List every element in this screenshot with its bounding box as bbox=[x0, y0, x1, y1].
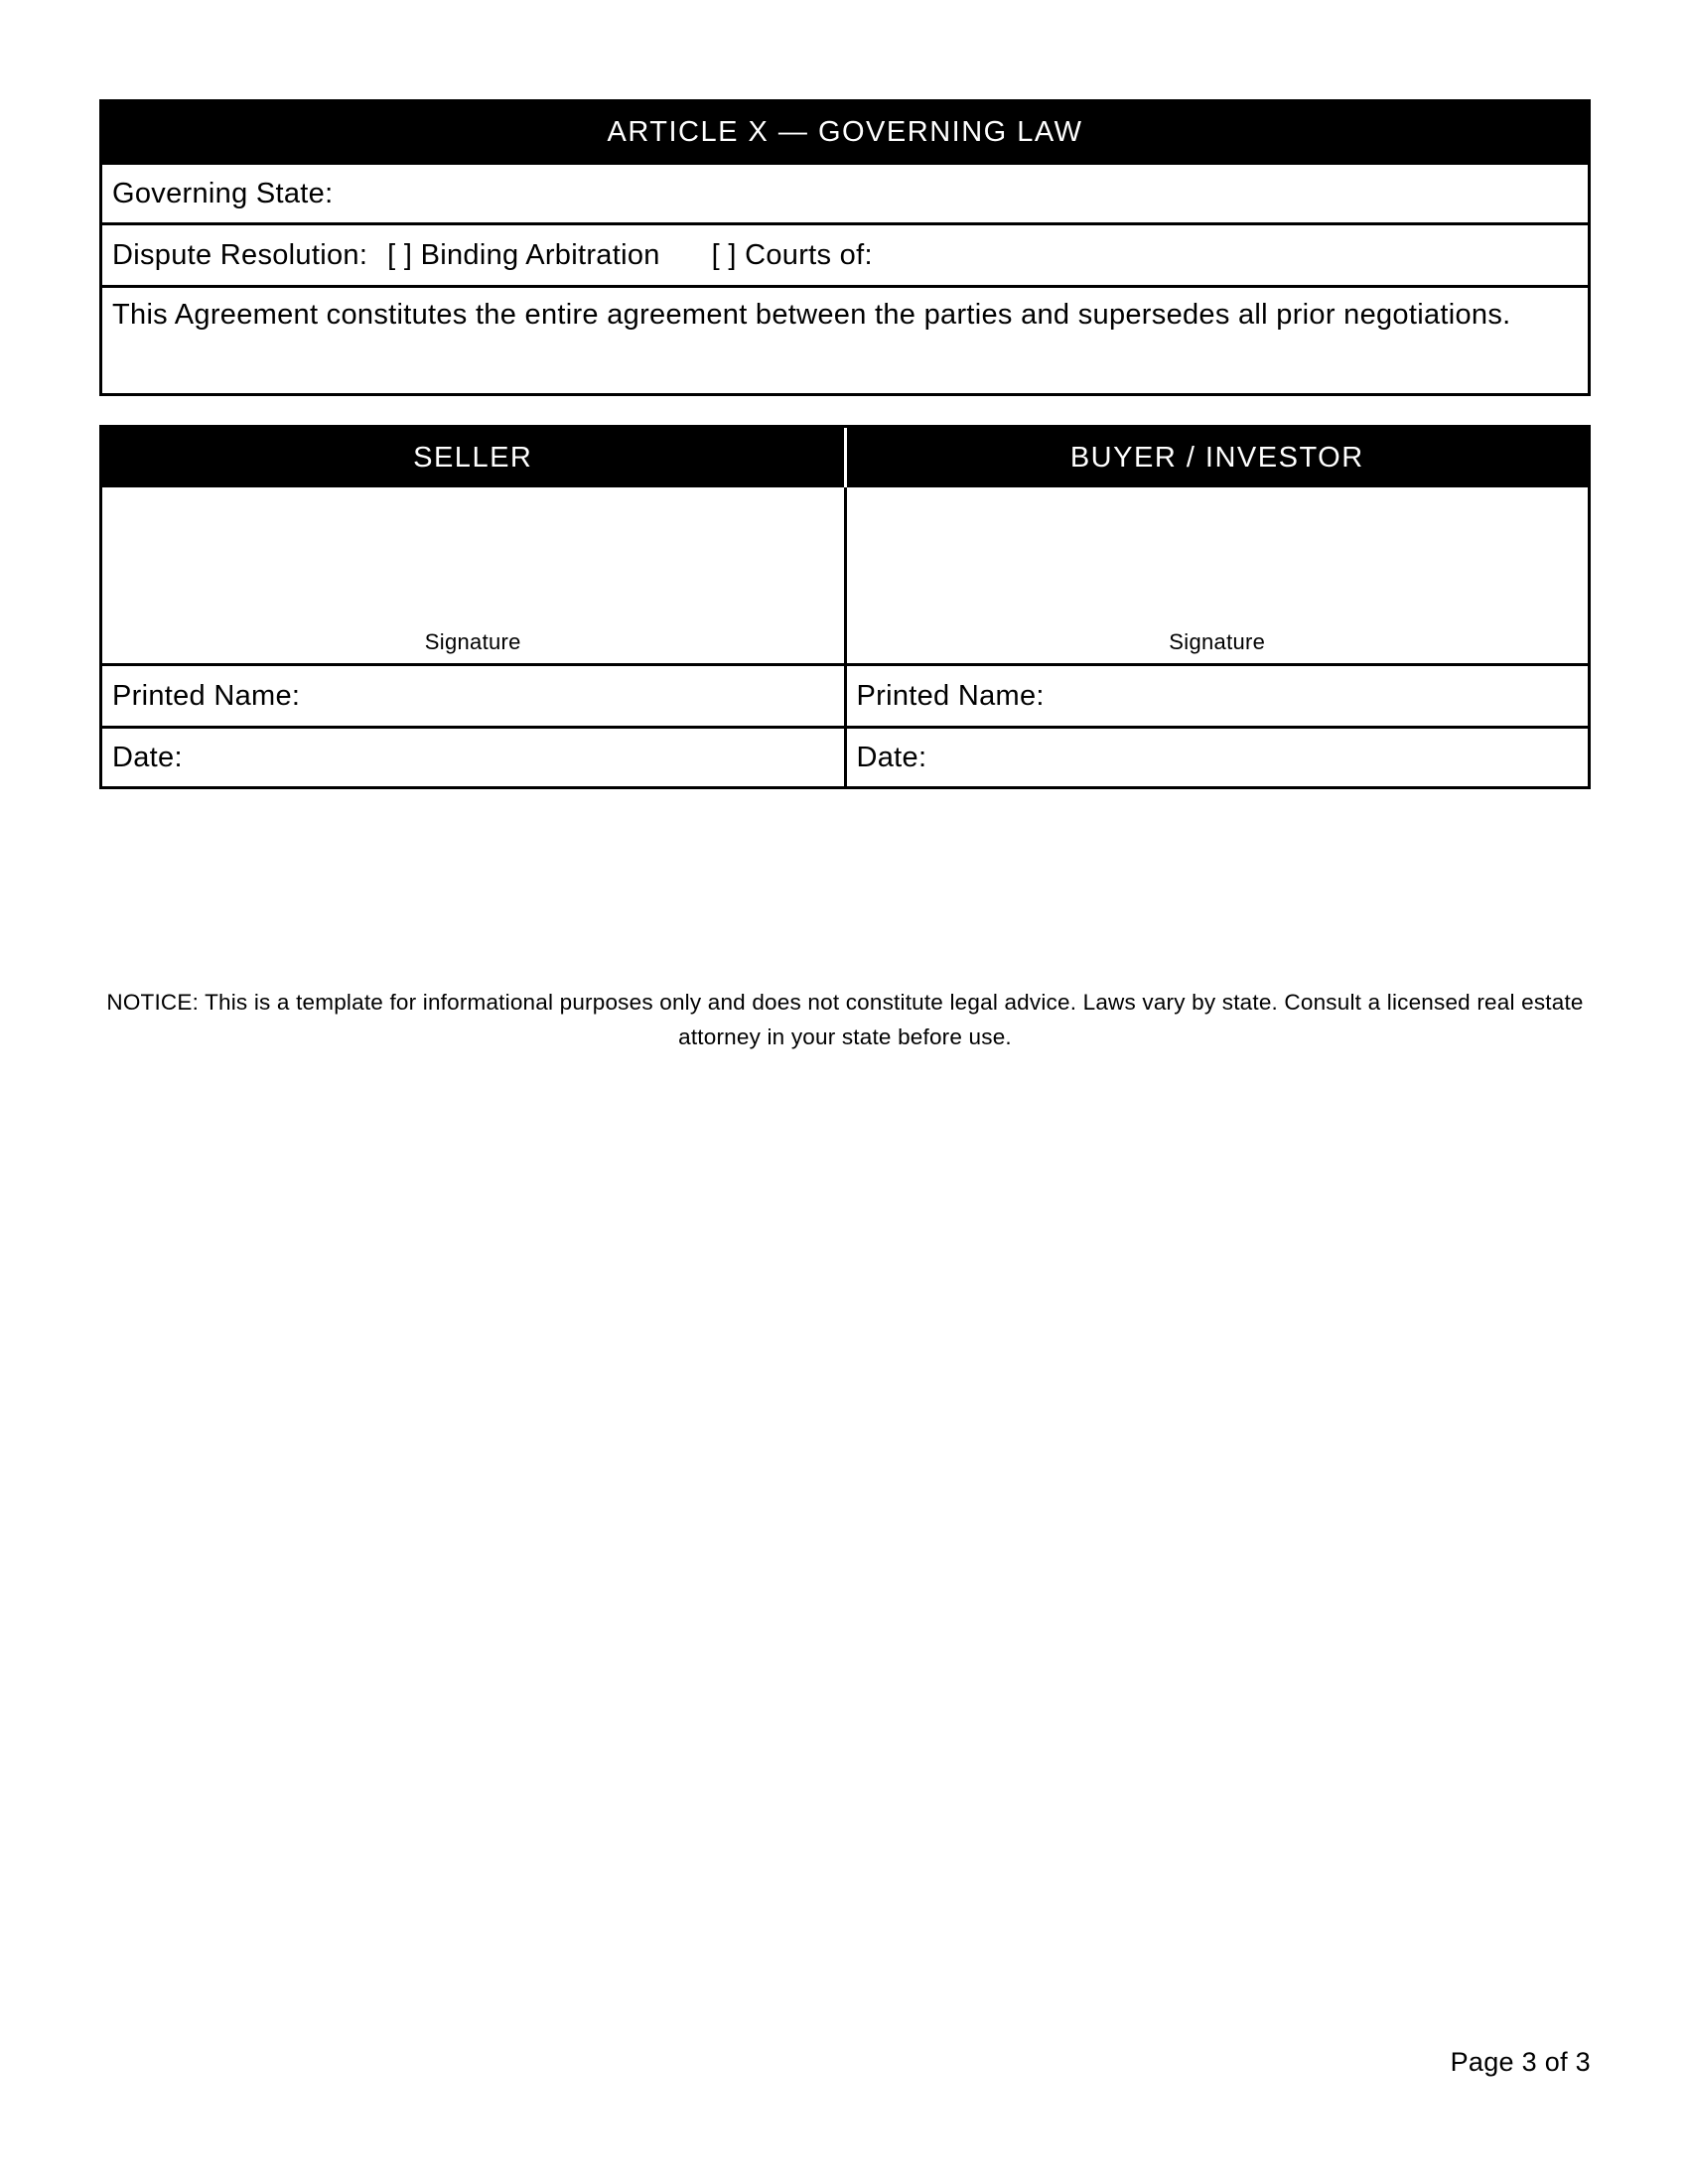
printed-name-label: Printed Name: bbox=[112, 679, 301, 712]
seller-header: SELLER bbox=[413, 441, 533, 474]
seller-printed-name-cell bbox=[102, 666, 844, 726]
entire-agreement-row bbox=[102, 285, 1588, 393]
page-number: Page 3 of 3 bbox=[1450, 2047, 1591, 2077]
article-title: ARTICLE X — GOVERNING LAW bbox=[102, 102, 1588, 162]
buyer-printed-name-cell bbox=[844, 666, 1589, 726]
courts-of-checkbox-option: [ ] Courts of: bbox=[711, 238, 873, 271]
buyer-investor-header: BUYER / INVESTOR bbox=[844, 428, 1589, 487]
signature-row bbox=[102, 487, 1588, 663]
date-label: Date: bbox=[112, 741, 183, 773]
legal-notice: NOTICE: This is a template for informational purposes only and does not constitute legal advice. Laws vary by state. Consult a licensed real estate attorney in your state before use. bbox=[106, 990, 1584, 1049]
dispute-resolution-row bbox=[102, 222, 1588, 285]
signature-label: Signature bbox=[424, 629, 521, 654]
date-row bbox=[102, 726, 1588, 786]
printed-name-label: Printed Name: bbox=[856, 679, 1045, 712]
signature-label: Signature bbox=[1169, 629, 1266, 654]
signature-table-header bbox=[102, 428, 1588, 487]
seller-date-cell bbox=[102, 729, 844, 786]
printed-name-row bbox=[102, 663, 1588, 726]
date-label: Date: bbox=[856, 741, 927, 773]
governing-state-row bbox=[102, 162, 1588, 222]
seller-signature-area bbox=[102, 487, 844, 663]
signature-table bbox=[99, 425, 1591, 789]
buyer-date-cell bbox=[844, 729, 1589, 786]
entire-agreement-clause: This Agreement constitutes the entire agreement between the parties and supersedes all prior negotiations. bbox=[112, 299, 1511, 331]
governing-state-label: Governing State: bbox=[112, 177, 334, 209]
binding-arbitration-checkbox-option: [ ] Binding Arbitration bbox=[387, 238, 660, 271]
dispute-resolution-label: Dispute Resolution: bbox=[112, 238, 368, 271]
governing-law-table bbox=[99, 99, 1591, 396]
buyer-signature-area bbox=[844, 487, 1589, 663]
